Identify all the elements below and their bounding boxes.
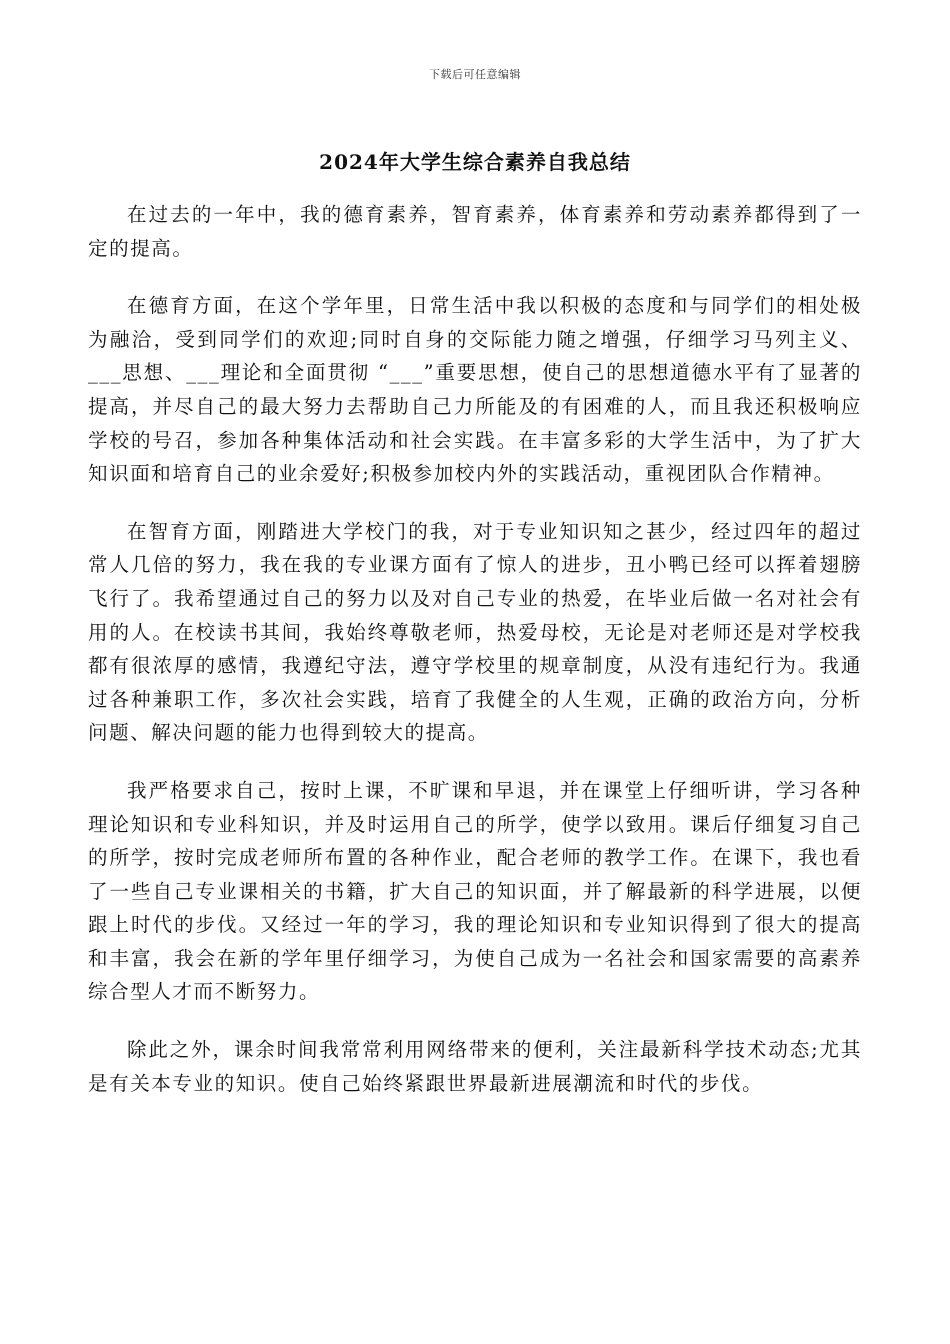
paragraph-moral-education: 在德育方面，在这个学年里，日常生活中我以积极的态度和与同学们的相处极为融洽，受到同学们的欢迎;同时自身的交际能力随之增强，仔细学习马列主义、___思想、___理论和全面贯彻 “___”重要思想，使自己的思想道德水平有了显著的提高，并尽自己的最大努力去帮助自己力所能及的有困难的人，而且我还积极响应学校的号召，参加各种集体活动和社会实践。在丰富多彩的大学生活中，为了扩大知识面和培育自己的业余爱好;积极参加校内外的实践活动，重视团队合作精神。	[88, 294, 862, 486]
document-body	[88, 198, 862, 1124]
paragraph-study-habits: 我严格要求自己，按时上课，不旷课和早退，并在课堂上仔细听讲，学习各种理论知识和专业科知识，并及时运用自己的所学，使学以致用。课后仔细复习自己的所学，按时完成老师所布置的各种作业，配合老师的教学工作。在课下，我也看了一些自己专业课相关的书籍，扩大自己的知识面，并了解最新的科学进展，以便跟上时代的步伐。又经过一年的学习，我的理论知识和专业知识得到了很大的提高和丰富，我会在新的学年里仔细学习，为使自己成为一名社会和国家需要的高素养综合型人才而不断努力。	[88, 778, 862, 1004]
paragraph-intro: 在过去的一年中，我的德育素养，智育素养，体育素养和劳动素养都得到了一定的提高。	[88, 203, 862, 260]
paragraph-intellectual-education: 在智育方面，刚踏进大学校门的我，对于专业知识知之甚少，经过四年的超过常人几倍的努力，我在我的专业课方面有了惊人的进步，丑小鸭已经可以挥着翅膀飞行了。我希望通过自己的努力以及对自己专业的热爱，在毕业后做一名对社会有用的人。在校读书其间，我始终尊敬老师，热爱母校，无论是对老师还是对学校我都有很浓厚的感情，我遵纪守法，遵守学校里的规章制度，从没有违纪行为。我通过各种兼职工作，多次社会实践，培育了我健全的人生观，正确的政治方向，分析问题、解决问题的能力也得到较大的提高。	[88, 519, 862, 745]
header-note: 下载后可任意编辑	[429, 68, 521, 81]
paragraph-extracurricular: 除此之外，课余时间我常常利用网络带来的便利，关注最新科学技术动态;尤其是有关本专业的知识。使自己始终紧跟世界最新进展潮流和时代的步伐。	[88, 1038, 862, 1095]
document-title: 2024年大学生综合素养自我总结	[319, 150, 631, 174]
